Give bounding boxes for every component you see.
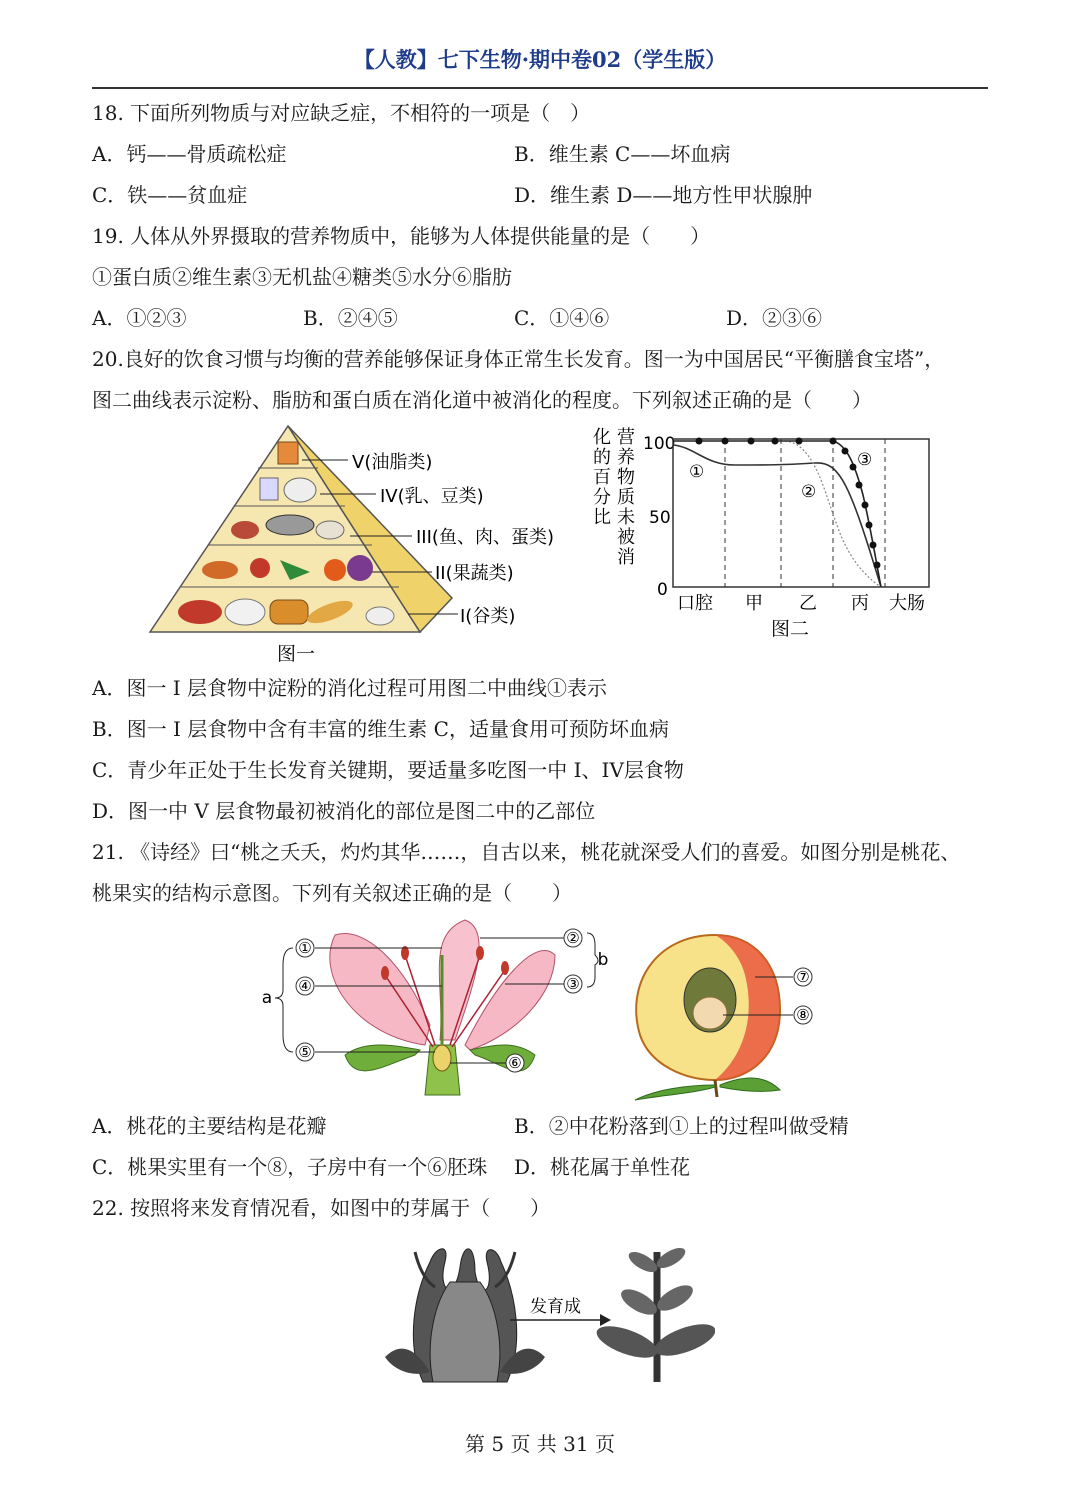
q19-option-a: A．①②③ — [92, 306, 187, 330]
bud-section-illustration — [385, 1249, 545, 1382]
header-divider — [92, 87, 988, 89]
pyramid-label-i: I(谷类) — [460, 606, 516, 627]
develop-arrowhead — [600, 1314, 611, 1326]
q20-stem-line1: 20.良好的饮食习惯与均衡的营养能够保证身体正常生长发育。图一为中国居民“平衡膳食宝塔”， — [92, 347, 945, 371]
label-7: ⑦ — [796, 968, 810, 986]
label-2: ② — [566, 929, 580, 947]
q20-option-a: A．图一 I 层食物中淀粉的消化过程可用图二中曲线①表示 — [92, 676, 608, 700]
q19-option-c: C．①④⑥ — [514, 306, 610, 330]
q19-items: ①蛋白质②维生素③无机盐④糖类⑤水分⑥脂肪 — [92, 265, 512, 289]
q21-stem-line1: 21. 《诗经》曰“桃之夭夭，灼灼其华……，自古以来，桃花就深受人们的喜爱。如图分别是桃花、 — [92, 840, 961, 864]
q21-option-c: C．桃果实里有一个⑧，子房中有一个⑥胚珠 — [92, 1155, 488, 1179]
q21-option-a: A．桃花的主要结构是花瓣 — [92, 1114, 327, 1138]
label-3: ③ — [566, 975, 580, 993]
fruit-labels — [794, 968, 812, 1024]
page-footer: 第 5 页 共 31 页 — [465, 1432, 615, 1456]
q20-stem-line2: 图二曲线表示淀粉、脂肪和蛋白质在消化道中被消化的程度。下列叙述正确的是（ ） — [92, 388, 872, 412]
q18-option-d: D．维生素 D——地方性甲状腺肿 — [514, 183, 813, 207]
label-5: ⑤ — [298, 1043, 312, 1061]
q21-option-d: D．桃花属于单性花 — [514, 1155, 691, 1179]
bud-development-figure — [375, 1232, 715, 1392]
arrow-label: 发育成 — [530, 1297, 581, 1317]
pyramid-label-iii: III(鱼、肉、蛋类) — [416, 527, 554, 548]
curve-label-3: ③ — [857, 450, 873, 470]
pyramid-label-ii: II(果蔬类) — [435, 563, 514, 584]
xtick-colon: 大肠 — [889, 593, 925, 614]
page-header: 【人教】七下生物·期中卷02（学生版） — [353, 47, 727, 72]
q18-option-a: A．钙——骨质疏松症 — [92, 142, 287, 166]
xtick-yi: 乙 — [799, 593, 817, 614]
xtick-bing: 丙 — [851, 593, 869, 614]
q22-stem: 22. 按照将来发育情况看，如图中的芽属于（ ） — [92, 1196, 551, 1220]
curve-label-2: ② — [801, 482, 817, 502]
q18-option-c: C．铁——贫血症 — [92, 183, 248, 207]
ytick-50: 50 — [649, 508, 671, 528]
y-axis-label — [593, 427, 635, 568]
q19-stem: 19. 人体从外界摄取的营养物质中，能够为人体提供能量的是（ ） — [92, 224, 711, 248]
label-4: ④ — [298, 977, 312, 995]
curve-label-1: ① — [689, 462, 705, 482]
branch-illustration — [593, 1244, 715, 1382]
q21-option-b: B．②中花粉落到①上的过程叫做受精 — [514, 1114, 849, 1138]
q20-option-d: D．图一中 V 层食物最初被消化的部位是图二中的乙部位 — [92, 799, 596, 823]
xtick-mouth: 口腔 — [677, 593, 713, 614]
ytick-100: 100 — [643, 434, 676, 454]
peach-fruit-illustration — [635, 935, 780, 1100]
pyramid-label-v: V(油脂类) — [352, 452, 433, 473]
figure1-caption: 图一 — [277, 643, 316, 665]
q19-option-b: B．②④⑤ — [303, 306, 398, 330]
label-1: ① — [298, 939, 312, 957]
q20-option-c: C．青少年正处于生长发育关键期，要适量多吃图一中 I、IV层食物 — [92, 758, 684, 782]
digestion-chart — [585, 425, 945, 650]
ylabel-col1: 营养物质未被消 — [617, 427, 635, 568]
label-a: a — [261, 988, 273, 1008]
peach-structure-figure — [255, 915, 835, 1110]
q19-option-d: D．②③⑥ — [726, 306, 823, 330]
q20-option-b: B．图一 I 层食物中含有丰富的维生素 C，适量食用可预防坏血病 — [92, 717, 669, 741]
q18-option-b: B．维生素 C——坏血病 — [514, 142, 731, 166]
label-8: ⑧ — [796, 1006, 810, 1024]
xtick-jia: 甲 — [745, 593, 763, 614]
ylabel-col2: 化的百分比 — [593, 427, 611, 528]
food-pyramid-figure — [140, 420, 560, 670]
figure2-caption: 图二 — [771, 618, 810, 640]
q18-stem: 18. 下面所列物质与对应缺乏症，不相符的一项是（ ） — [92, 101, 591, 125]
pyramid-label-iv: IV(乳、豆类) — [380, 486, 484, 507]
q21-stem-line2: 桃果实的结构示意图。下列有关叙述正确的是（ ） — [92, 881, 572, 905]
ytick-0: 0 — [657, 580, 668, 600]
label-6: ⑥ — [508, 1054, 522, 1072]
label-b: b — [597, 950, 609, 970]
